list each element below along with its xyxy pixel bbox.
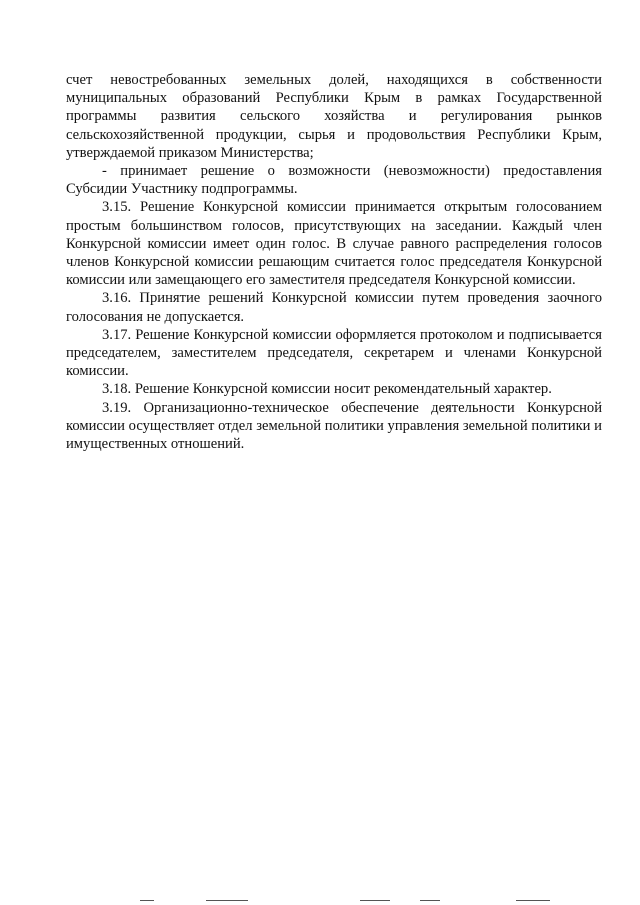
scan-footer-marks: [120, 897, 620, 903]
scan-mark: [140, 900, 154, 901]
paragraph-3-19: 3.19. Организационно-техническое обеспечение деятельности Конкурсной комиссии осуществляет отдел земельной политики управления земельной политики и имущественных отношений.: [66, 399, 602, 453]
paragraph-3-17: 3.17. Решение Конкурсной комиссии оформляется протоколом и подписывается председателем, заместителем председателя, секретарем и членами Конкурсной комиссии.: [66, 326, 602, 380]
scan-mark: [206, 900, 248, 901]
paragraph-3-15: 3.15. Решение Конкурсной комиссии принимается открытым голосованием простым большинством голосов, присутствующих на заседании. Каждый член Конкурсной комиссии имеет один голос. В случае равного распределения голосов членов Конкурсной комиссии решающим считается голос председателя Конкурсной комиссии или замещающего его заместителя председателя Конкурсной комиссии.: [66, 199, 602, 289]
scan-mark: [516, 900, 550, 901]
document-page: [66, 71, 602, 453]
paragraph-bullet-decision: - принимает решение о возможности (невозможности) предоставления Субсидии Участнику подпрограммы.: [66, 163, 602, 198]
paragraph-3-18: 3.18. Решение Конкурсной комиссии носит рекомендательный характер.: [102, 381, 552, 398]
scan-mark: [420, 900, 440, 901]
paragraph-continuation: счет невостребованных земельных долей, находящихся в собственности муниципальных образований Республики Крым в рамках Государственной программы развития сельского хозяйства и регулирования рынков сельскохозяйственной продукции, сырья и продовольствия Республики Крым, утверждаемой приказом Министерства;: [66, 72, 602, 161]
paragraph-3-16: 3.16. Принятие решений Конкурсной комиссии путем проведения заочного голосования не допускается.: [66, 290, 602, 325]
scan-mark: [360, 900, 390, 901]
